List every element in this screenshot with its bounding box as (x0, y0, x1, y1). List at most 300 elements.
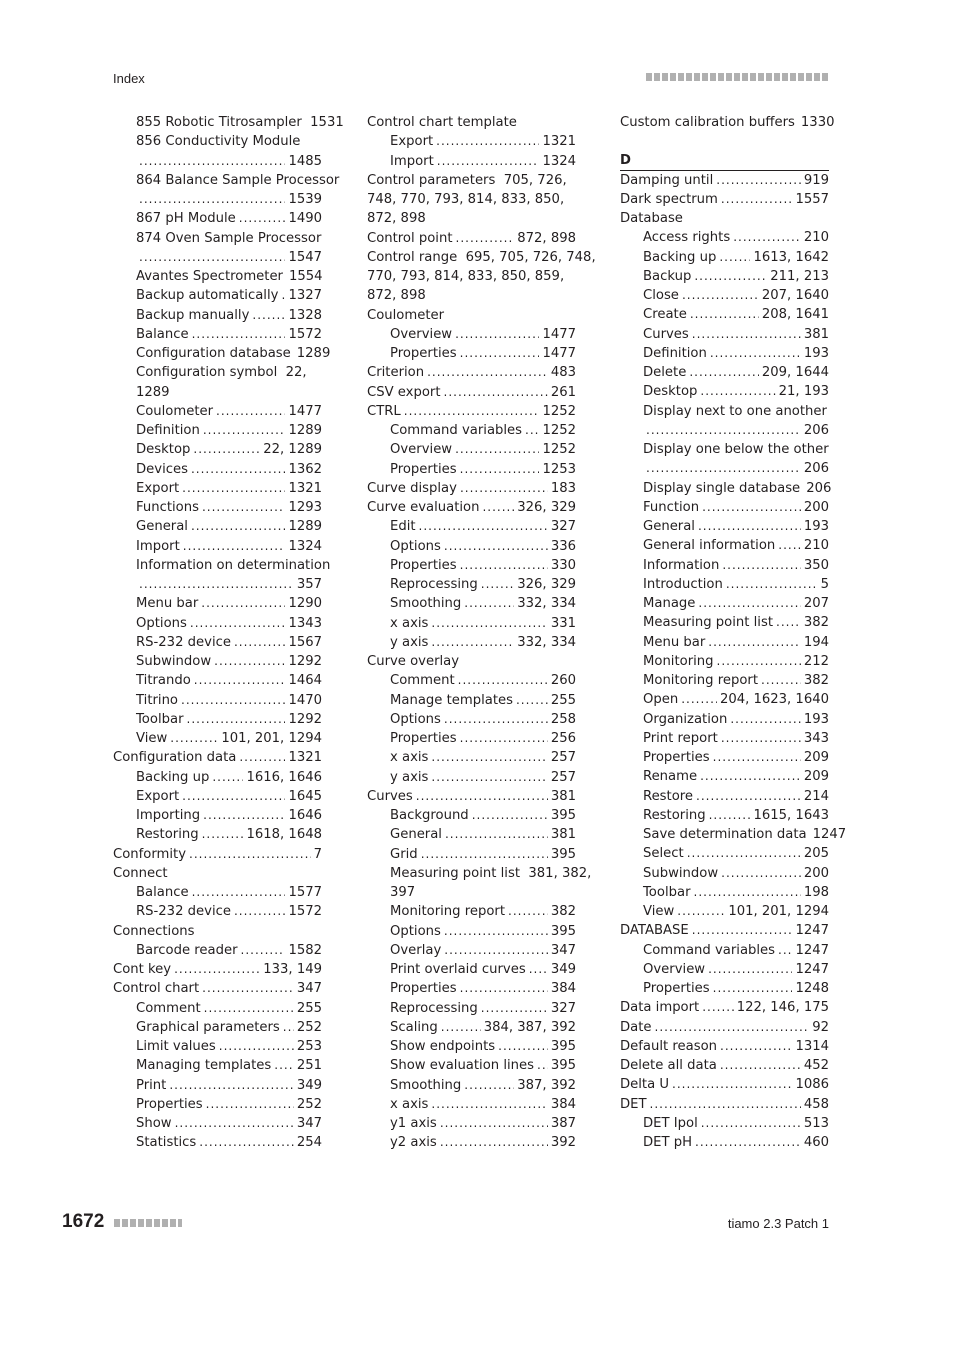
index-entry (367, 999, 576, 1018)
index-pages: 255 (296, 1000, 322, 1016)
index-term: Toolbar (643, 884, 691, 900)
index-entry (113, 1133, 322, 1152)
index-pages: 1577 (288, 885, 322, 900)
index-pages: 1330 (800, 115, 835, 130)
index-entry (620, 440, 829, 459)
index-entry (620, 1075, 829, 1094)
index-term: Properties (390, 981, 457, 997)
leader-dots (194, 671, 286, 690)
leader-dots (721, 729, 801, 748)
index-term: Import (390, 153, 434, 169)
index-pages: 384, 387, 392 (483, 1019, 576, 1035)
leader-dots (431, 1095, 547, 1114)
index-pages: 395 (550, 846, 576, 862)
index-pages: 194 (803, 634, 829, 650)
leader-dots (726, 575, 818, 594)
index-entry (620, 325, 829, 344)
index-term: Subwindow (643, 865, 719, 881)
index-pages: 327 (550, 1000, 576, 1016)
index-term: 397 (390, 885, 416, 900)
index-term: DET (620, 1096, 647, 1112)
leader-dots (427, 363, 548, 382)
index-pages: 1252 (542, 442, 576, 458)
index-entry (367, 1037, 576, 1056)
index-pages: 207, 1640 (761, 288, 829, 303)
leader-dots (709, 806, 751, 825)
leader-dots (202, 498, 285, 517)
index-pages: 256 (550, 731, 576, 746)
index-term: y axis (390, 634, 429, 650)
index-entry (113, 652, 322, 671)
index-term: Dark spectrum (620, 191, 718, 207)
leader-dots (202, 979, 294, 998)
index-term: Properties (136, 1096, 203, 1112)
leader-dots (717, 652, 801, 671)
index-entry (367, 883, 576, 902)
index-pages: 1485 (288, 153, 322, 169)
index-entry (620, 710, 829, 729)
leader-dots (206, 1095, 294, 1114)
index-pages: 22, 1289 (263, 442, 322, 458)
index-entry (620, 1133, 829, 1152)
index-term: Delete (643, 365, 687, 380)
index-entry (367, 248, 596, 267)
leader-dots (464, 1076, 514, 1095)
index-term: Connections (113, 923, 195, 939)
index-term: Configuration data (113, 750, 237, 766)
index-term: 770, 793, 814, 833, 850, 859, (367, 269, 565, 284)
index-entry (113, 691, 322, 710)
index-term: Display single database (643, 480, 801, 496)
index-pages: 193 (803, 345, 829, 361)
leader-dots (283, 1018, 294, 1037)
index-entry (367, 267, 576, 286)
index-pages: 1252 (542, 423, 576, 438)
index-entry (620, 1095, 829, 1114)
leader-dots (169, 1076, 293, 1095)
index-term: Avantes Spectrometer (136, 269, 283, 284)
index-pages: 387, 392 (517, 1077, 576, 1093)
index-entry (113, 729, 322, 748)
leader-dots (419, 517, 548, 536)
index-entry (620, 652, 829, 671)
index-pages: 384 (550, 1096, 576, 1112)
index-pages: 387 (550, 1116, 576, 1131)
leader-dots (192, 325, 286, 344)
leader-dots (444, 383, 548, 402)
index-term: 748, 770, 793, 814, 833, 850, (367, 192, 565, 207)
header-decorative-bar (646, 73, 828, 81)
index-pages: 330 (550, 557, 576, 573)
leader-dots (677, 902, 725, 921)
index-term: Barcode reader (136, 942, 238, 958)
index-term: CTRL (367, 403, 401, 419)
index-term: x axis (390, 1096, 429, 1112)
index-term: Export (390, 134, 434, 150)
index-entry (620, 921, 829, 940)
index-pages: 349 (296, 1077, 322, 1093)
index-entry (367, 729, 576, 748)
index-pages: 1477 (288, 403, 322, 419)
index-term: Monitoring report (390, 904, 505, 920)
leader-dots (460, 344, 540, 363)
index-entry (620, 883, 829, 902)
page-number: 1672 (62, 1211, 105, 1232)
leader-dots (694, 267, 767, 286)
leader-dots (183, 537, 286, 556)
index-pages: 207 (803, 596, 829, 611)
index-entry (620, 382, 829, 401)
index-term: Control chart template (367, 115, 517, 130)
index-entry (113, 806, 322, 825)
index-entry (113, 537, 322, 556)
leader-dots (201, 594, 285, 613)
index-pages: 326, 329 (517, 500, 576, 515)
index-term: Properties (643, 981, 710, 996)
leader-dots (692, 325, 801, 344)
index-term: Conformity (113, 846, 187, 862)
index-term: Balance (136, 885, 189, 900)
index-pages: 381 (803, 326, 829, 342)
leader-dots (214, 652, 285, 671)
index-entry (113, 306, 322, 325)
index-entry (113, 979, 322, 998)
index-pages: 332, 334 (517, 634, 576, 650)
index-entry (620, 402, 829, 421)
leader-dots (713, 979, 793, 998)
leader-dots (440, 1133, 548, 1152)
index-entry (367, 1018, 576, 1037)
index-entry (620, 767, 829, 786)
index-pages: 350 (803, 557, 829, 573)
index-pages: 1289 (288, 423, 322, 438)
index-entry (367, 768, 576, 787)
index-term: Backing up (136, 769, 210, 785)
leader-dots (216, 402, 285, 421)
leader-dots (455, 325, 539, 344)
leader-dots (181, 691, 285, 710)
index-pages: 210 (803, 230, 829, 246)
leader-dots (655, 1018, 810, 1037)
index-term: DET Ipol (643, 1115, 698, 1131)
index-pages: 1615, 1643 (753, 807, 829, 823)
index-entry (113, 1056, 322, 1075)
index-pages: 5 (820, 576, 829, 592)
leader-dots (234, 633, 285, 652)
index-pages: 21, 193 (778, 384, 829, 400)
index-pages: 1477 (542, 326, 576, 342)
leader-dots (778, 536, 801, 555)
index-column-3 (620, 113, 847, 1152)
index-entry (113, 594, 322, 613)
index-pages: 183 (550, 480, 576, 496)
index-entry (113, 325, 322, 344)
leader-dots (698, 594, 800, 613)
index-entry (620, 729, 829, 748)
index-entry (620, 979, 829, 998)
index-entry (620, 864, 829, 883)
index-entry (367, 209, 576, 228)
leader-dots (421, 845, 548, 864)
leader-dots (464, 594, 514, 613)
index-entry (367, 633, 576, 652)
index-term: Limit values (136, 1039, 216, 1054)
index-pages: 347 (550, 942, 576, 958)
index-entry (367, 325, 576, 344)
index-entry (620, 613, 829, 632)
index-pages: 261 (550, 384, 576, 400)
leader-dots (431, 748, 547, 767)
index-term: Restore (643, 788, 694, 804)
index-pages: 253 (296, 1039, 322, 1054)
leader-dots (694, 883, 801, 902)
index-pages: 1531 (310, 115, 344, 130)
index-entry (113, 1018, 322, 1037)
index-pages: 1539 (288, 192, 322, 207)
index-term: y axis (390, 769, 429, 785)
index-entry (113, 229, 322, 248)
index-entry (620, 806, 829, 825)
index-entry (113, 190, 322, 209)
index-entry (620, 190, 829, 209)
index-entry (620, 787, 829, 806)
index-pages: 210 (803, 538, 829, 554)
index-pages: 101, 201, 1294 (221, 731, 322, 746)
leader-dots (444, 922, 548, 941)
index-pages: 1547 (288, 249, 322, 265)
index-term: Reprocessing (390, 577, 478, 592)
index-entry (367, 306, 576, 325)
index-term: Menu bar (136, 596, 199, 612)
index-entry (367, 498, 576, 517)
index-term: Coulometer (367, 307, 445, 323)
index-entry (113, 286, 322, 305)
leader-dots (139, 575, 294, 594)
index-entry (620, 171, 829, 190)
index-pages: 1321 (288, 750, 322, 766)
index-term: Subwindow (136, 654, 212, 669)
index-entry (113, 479, 322, 498)
index-pages: 1616, 1646 (246, 769, 322, 785)
index-term: Export (136, 480, 180, 496)
spacer (520, 864, 528, 883)
leader-dots (730, 710, 801, 729)
index-entry (367, 787, 576, 806)
index-entry (367, 152, 576, 171)
index-term: Show (136, 1116, 172, 1131)
index-entry (367, 171, 576, 190)
index-pages: 460 (803, 1135, 829, 1150)
index-term: 874 Oven Sample Processor (136, 230, 322, 246)
index-column-2 (367, 113, 596, 1153)
index-term: Curve overlay (367, 654, 460, 669)
index-pages: 381, 382, (528, 865, 592, 881)
index-pages: 252 (296, 1096, 322, 1112)
index-term: Control point (367, 230, 453, 246)
index-pages: 1328 (288, 307, 322, 323)
index-entry (367, 132, 576, 151)
leader-dots (431, 633, 514, 652)
index-term: RS-232 device (136, 904, 231, 920)
index-pages: 1293 (288, 500, 322, 515)
index-pages: 381 (550, 788, 576, 804)
index-term: Default reason (620, 1038, 717, 1054)
index-term: Menu bar (643, 634, 706, 650)
index-term: Select (643, 846, 684, 862)
index-entry (367, 691, 576, 710)
index-pages: 1477 (542, 346, 576, 361)
leader-dots (650, 1095, 801, 1114)
index-pages: 1321 (288, 480, 322, 496)
leader-dots (191, 460, 285, 479)
index-pages: 1314 (795, 1038, 829, 1054)
index-entry (113, 383, 322, 402)
index-pages: 1247 (795, 923, 829, 939)
index-entry (367, 1133, 576, 1152)
index-term: Information on determination (136, 557, 331, 573)
index-entry (620, 517, 829, 536)
index-term: Control chart (113, 981, 200, 997)
index-term: RS-232 device (136, 634, 231, 650)
index-term: Properties (390, 346, 457, 361)
index-entry (620, 960, 829, 979)
index-term: General (136, 519, 188, 535)
leader-dots (436, 132, 539, 151)
index-term: Command variables (643, 942, 776, 958)
index-term: General (643, 519, 695, 534)
index-pages: 392 (550, 1135, 576, 1151)
index-entry (367, 556, 576, 575)
leader-dots (441, 1018, 481, 1037)
index-term: View (643, 904, 675, 919)
index-entry (113, 363, 322, 382)
index-pages: 395 (550, 923, 576, 939)
leader-dots (239, 209, 286, 228)
leader-dots (472, 806, 548, 825)
index-term: Edit (390, 519, 416, 535)
index-pages: 260 (550, 673, 576, 689)
index-pages: 208, 1641 (761, 307, 829, 323)
index-pages: 336 (550, 538, 576, 554)
index-pages: 1557 (795, 191, 829, 207)
index-term: Control range (367, 249, 458, 265)
leader-dots (695, 1133, 801, 1152)
leader-dots (687, 844, 801, 863)
index-term: Overview (643, 961, 706, 977)
index-entry (620, 248, 829, 267)
leader-dots (416, 787, 548, 806)
index-entry (620, 228, 829, 247)
index-entry (367, 594, 576, 613)
index-entry (113, 152, 322, 171)
index-term: Graphical parameters (136, 1019, 280, 1035)
index-pages: 198 (803, 884, 829, 900)
leader-dots (187, 710, 286, 729)
index-entry (620, 844, 829, 863)
index-term: Print (136, 1077, 167, 1093)
index-entry (113, 113, 344, 132)
index-term: Options (136, 615, 187, 631)
index-pages: 254 (296, 1135, 322, 1151)
index-entry (367, 440, 576, 459)
leader-dots (199, 1133, 294, 1152)
index-entry (113, 498, 322, 517)
leader-dots (202, 825, 244, 844)
index-term: Restoring (136, 827, 199, 843)
index-entry (367, 286, 576, 305)
index-term: Information (643, 557, 720, 573)
index-term: Titrino (136, 692, 178, 708)
index-entry (113, 1037, 322, 1056)
index-pages: 209 (803, 769, 829, 785)
index-term: Comment (390, 673, 455, 689)
index-term: Desktop (643, 384, 698, 400)
index-entry (620, 941, 829, 960)
index-term: Curve display (367, 480, 457, 496)
index-pages: 382 (803, 673, 829, 688)
index-entry (367, 479, 576, 498)
index-term: Show evaluation lines (390, 1058, 535, 1074)
index-entry (620, 305, 829, 324)
index-term: View (136, 731, 168, 746)
index-pages: 1470 (288, 692, 322, 708)
index-pages: 1572 (288, 326, 322, 342)
index-term: Display one below the other (643, 442, 829, 457)
index-entry (620, 498, 829, 517)
index-entry (367, 614, 576, 633)
index-entry (113, 960, 322, 979)
index-pages: 382 (803, 615, 829, 631)
leader-dots (537, 1056, 548, 1075)
index-term: Configuration symbol (136, 365, 278, 381)
index-pages: 206 (806, 480, 832, 496)
index-pages: 1324 (542, 153, 576, 169)
index-pages: 7 (313, 846, 322, 862)
leader-dots (458, 671, 548, 690)
index-entry (367, 113, 576, 132)
index-entry (367, 363, 576, 382)
leader-dots (139, 152, 285, 171)
index-term: Delta U (620, 1077, 670, 1093)
index-term: Manage templates (390, 692, 513, 708)
index-entry (367, 941, 576, 960)
index-pages: 382 (550, 904, 576, 920)
leader-dots (431, 768, 547, 787)
index-pages: 1292 (288, 711, 322, 727)
index-entry (113, 267, 322, 286)
leader-dots (733, 228, 801, 247)
index-entry (367, 845, 576, 864)
index-term: 855 Robotic Titrosampler (136, 115, 302, 130)
leader-dots (672, 1075, 792, 1094)
index-pages: 22, (285, 365, 307, 381)
index-term: Background (390, 808, 469, 823)
index-pages: 1324 (288, 538, 322, 554)
index-entry (113, 460, 322, 479)
index-pages: 204, 1623, 1640 (719, 692, 829, 708)
index-entry (367, 421, 576, 440)
leader-dots (778, 941, 792, 960)
index-term: Overview (390, 442, 453, 458)
index-pages: 349 (550, 962, 576, 977)
leader-dots (682, 286, 759, 305)
index-term: Custom calibration buffers (620, 115, 795, 130)
index-term: Scaling (390, 1019, 438, 1035)
leader-dots (498, 1037, 548, 1056)
index-entry (113, 132, 322, 151)
index-pages: 200 (803, 499, 829, 515)
index-term: Rename (643, 769, 698, 785)
